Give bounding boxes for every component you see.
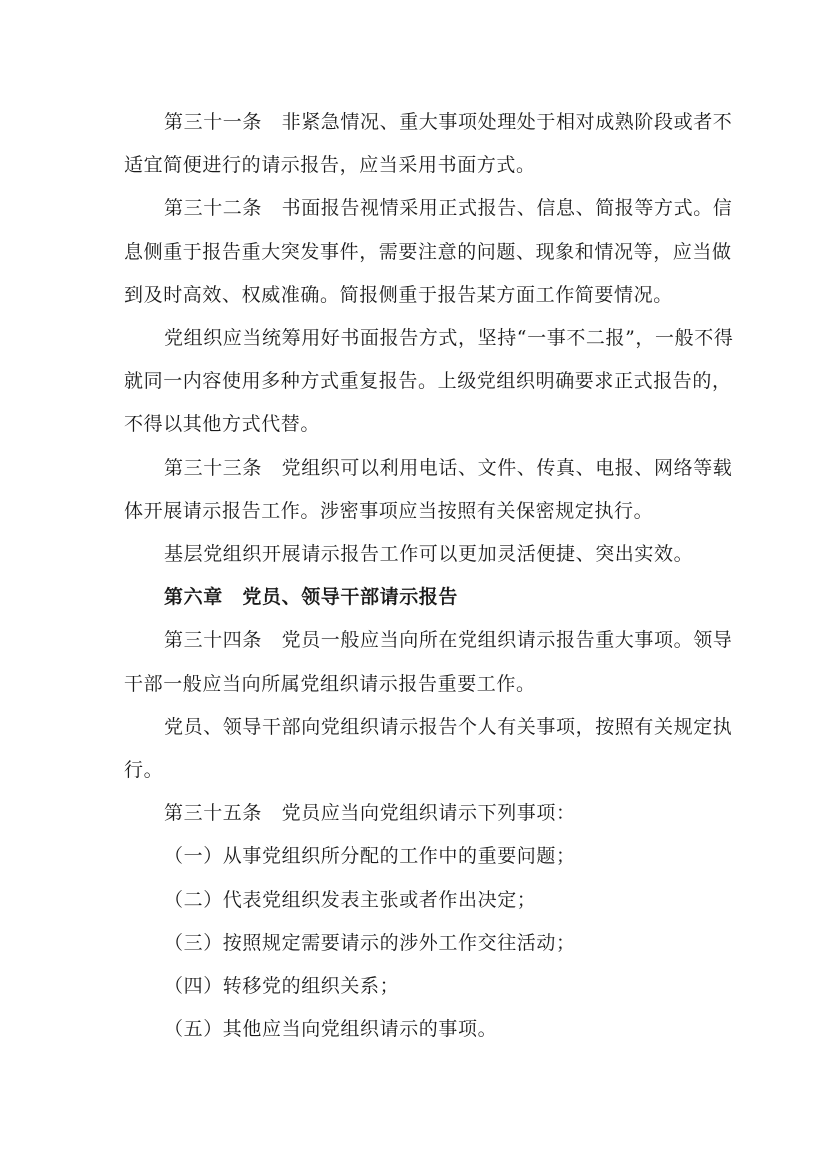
text-line: （三）按照规定需要请示的涉外工作交往活动； (164, 931, 576, 954)
text-line: （五）其他应当向党组织请示的事项。 (164, 1018, 498, 1041)
text-line: 第三十五条 党员应当向党组织请示下列事项： (164, 802, 576, 825)
chapter-heading: 第六章 党员、领导干部请示报告 (164, 586, 459, 609)
text-line: 第三十一条 非紧急情况、重大事项处理处于相对成熟阶段或者不 (164, 111, 733, 133)
text-line: 党组织应当统筹用好书面报告方式，坚持“一事不二报”，一般不得 (164, 327, 734, 349)
text-line: 干部一般应当向所属党组织请示报告重要工作。 (124, 672, 536, 695)
text-line: 息侧重于报告重大突发事件，需要注意的问题、现象和情况等，应当做 (124, 240, 732, 263)
text-line: 到及时高效、权威准确。简报侧重于报告某方面工作简要情况。 (124, 283, 673, 306)
text-line: 第三十三条 党组织可以利用电话、文件、传真、电报、网络等载 (164, 456, 733, 479)
text-line: 就同一内容使用多种方式重复报告。上级党组织明确要求正式报告的， (124, 370, 732, 393)
text-line: 基层党组织开展请示报告工作可以更加灵活便捷、突出实效。 (164, 543, 694, 565)
text-line: 不得以其他方式代替。 (124, 413, 321, 436)
text-line: 体开展请示报告工作。涉密事项应当按照有关保密规定执行。 (124, 499, 654, 522)
text-line: 第三十四条 党员一般应当向所在党组织请示报告重大事项。领导 (164, 629, 733, 652)
text-line: 党员、领导干部向党组织请示报告个人有关事项，按照有关规定执 (164, 715, 733, 738)
text-line: （一）从事党组织所分配的工作中的重要问题； (164, 845, 576, 868)
text-line: （四）转移党的组织关系； (164, 975, 400, 997)
text-line: 第三十二条 书面报告视情采用正式报告、信息、简报等方式。信 (164, 197, 733, 220)
text-line: 适宜简便进行的请示报告，应当采用书面方式。 (124, 154, 536, 177)
text-line: 行。 (124, 759, 164, 781)
text-line: （二）代表党组织发表主张或者作出决定； (164, 888, 537, 911)
